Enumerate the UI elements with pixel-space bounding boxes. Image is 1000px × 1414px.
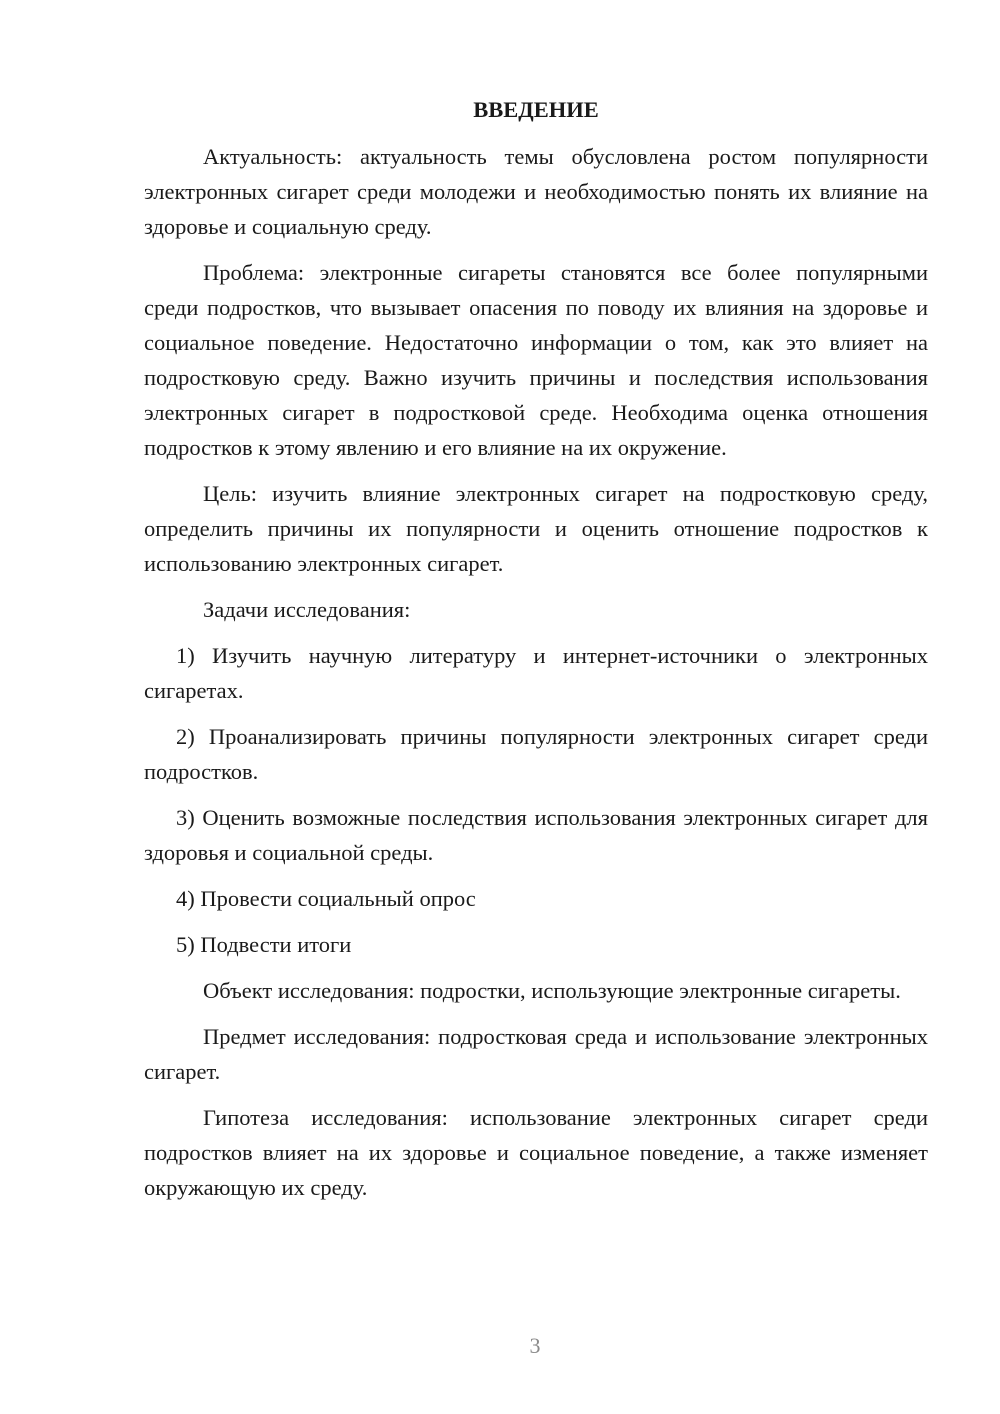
tasks-heading: Задачи исследования: <box>203 597 411 622</box>
goal-paragraph: Цель: изучить влияние электронных сигарет на подростковую среду, определить причины их популярности и оценить отношение подростков к использованию электронных сигарет. <box>144 481 928 576</box>
problem-paragraph: Проблема: электронные сигареты становятся все более популярными среди подростков, что вызывает опасения по поводу их влияния на здоровье и социальное поведение. Недостаточно информации о том, как это влияет на подростковую среду. Важно изучить причины и последствия использования электронных сигарет в подростковой среде. Необходима оценка отношения подростков к этому явлению и его влияние на их окружение. <box>144 260 928 460</box>
subject-paragraph: Предмет исследования: подростковая среда и использование электронных сигарет. <box>144 1024 928 1084</box>
task-item-3: 3) Оценить возможные последствия использования электронных сигарет для здоровья и социальной среды. <box>144 805 928 865</box>
task-item-4: 4) Провести социальный опрос <box>176 886 476 911</box>
section-title: ВВЕДЕНИЕ <box>473 97 599 122</box>
task-item-1: 1) Изучить научную литературу и интернет-источники о электронных сигаретах. <box>144 643 928 703</box>
page-number: 3 <box>529 1333 541 1358</box>
object-paragraph: Объект исследования: подростки, использующие электронные сигареты. <box>203 978 901 1003</box>
hypothesis-paragraph: Гипотеза исследования: использование электронных сигарет среди подростков влияет на их здоровье и социальное поведение, а также изменяет окружающую их среду. <box>144 1105 928 1200</box>
task-item-2: 2) Проанализировать причины популярности электронных сигарет среди подростков. <box>144 724 928 784</box>
page-content <box>144 92 928 1216</box>
task-item-5: 5) Подвести итоги <box>176 932 352 957</box>
relevance-paragraph: Актуальность: актуальность темы обусловлена ростом популярности электронных сигарет среди молодежи и необходимостью понять их влияние на здоровье и социальную среду. <box>144 144 928 239</box>
